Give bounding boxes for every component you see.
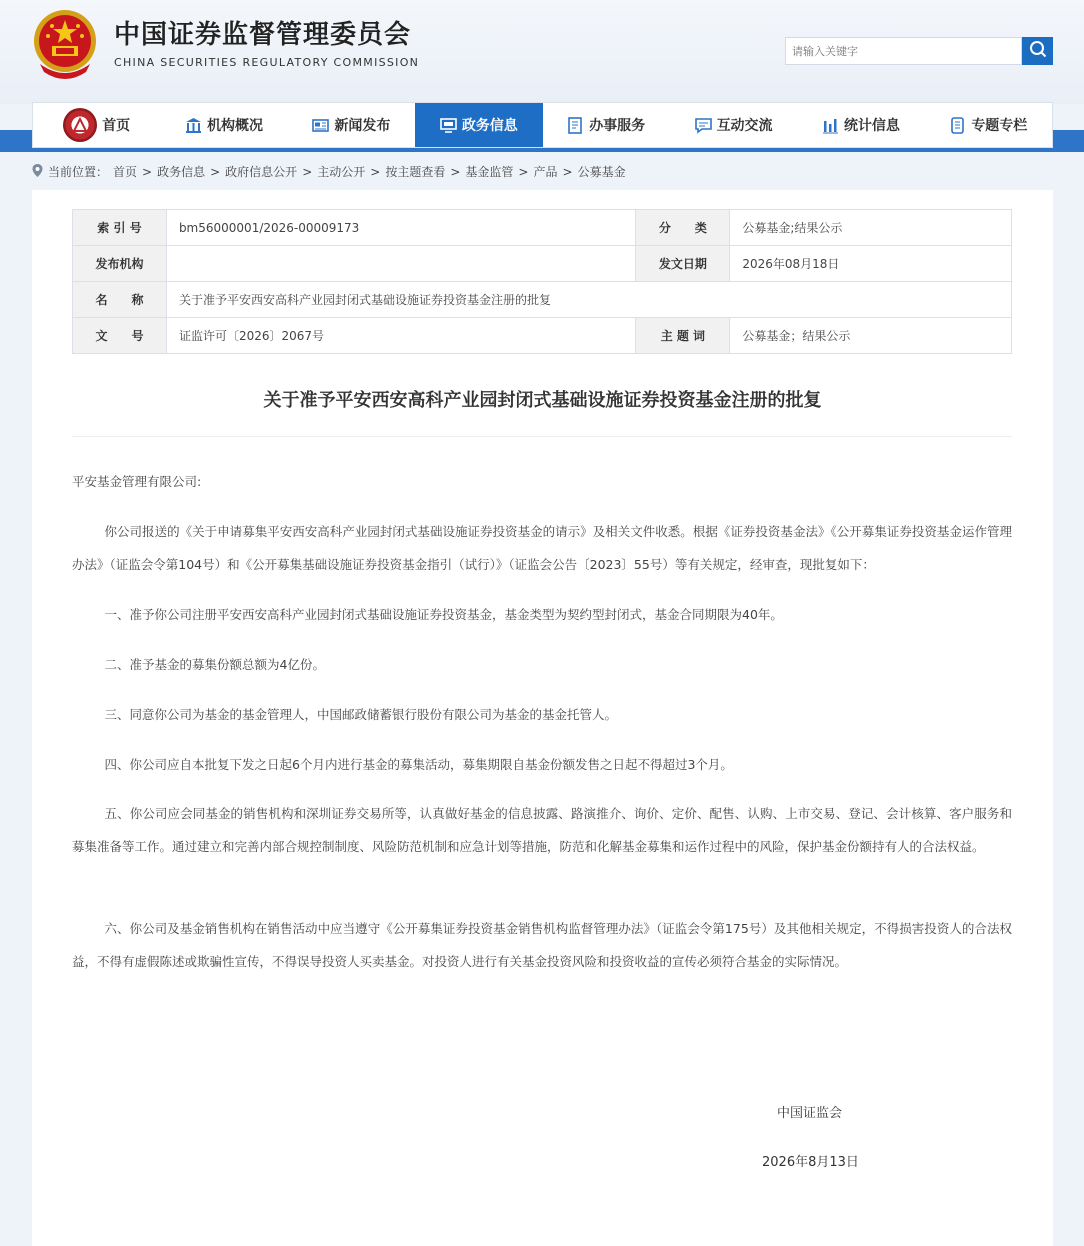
national-emblem-icon [30,8,100,80]
meta-docno-label: 文 号 [73,318,167,354]
paragraph-item-5: 五、你公司应会同基金的销售机构和深圳证券交易所等，认真做好基金的信息披露、路演推介、询价、定价、配售、认购、上市交易、登记、会计核算、客户服务和募集准备等工作。通过建立和完善内部合规控制制度、风险防范机制和应急计划等措施，防范和化解基金募集和运作过程中的风险，保护基金份额持有人的合法权益。 [72,806,1012,854]
meta-publisher-value [166,246,635,282]
meta-docno-value: 证监许可〔2026〕2067号 [166,318,635,354]
salutation: 平安基金管理有限公司: [72,474,202,489]
search-box [785,37,1022,65]
nav-label: 互动交流 [716,118,773,134]
building-icon [185,117,202,134]
location-pin-icon [32,164,43,180]
signature-date: 2026年8月13日 [762,1155,859,1170]
paragraph-intro: 你公司报送的《关于申请募集平安西安高科产业园封闭式基础设施证券投资基金的请示》及相关文件收悉。根据《证券投资基金法》《公开募集证券投资基金运作管理办法》（证监会令第104号）和《公开募集基础设施证券投资基金指引（试行）》（证监会公告〔2023〕55号）等有关规定，经审查，现批复如下： [72,524,1012,572]
breadcrumb-public-funds[interactable]: 公募基金 [577,165,626,179]
meta-index-label: 索 引 号 [73,210,167,246]
home-emblem-icon [63,108,97,142]
meta-category-label: 分 类 [636,210,730,246]
nav-item-service[interactable] [543,103,670,147]
nav-label: 新闻发布 [334,118,391,134]
site-header [0,0,1084,104]
paragraph-item-6: 六、你公司及基金销售机构在销售活动中应当遵守《公开募集证券投资基金销售机构监督管理办法》（证监会令第175号）及其他相关规定，不得损害投资人的合法权益，不得有虚假陈述或欺骗性宣传，不得误导投资人买卖基金。对投资人进行有关基金投资风险和投资收益的宣传必须符合基金的实际情况。 [72,921,1012,969]
nav-label: 机构概况 [207,118,264,134]
paragraph-item-2: 二、准予基金的募集份额总额为4亿份。 [104,657,325,672]
site-title: 中国证券监督管理委员会 [114,20,412,50]
document-meta-table [72,209,1012,354]
table-row [73,246,1012,282]
document-icon [949,117,966,134]
news-icon [312,117,329,134]
nav-item-gov-info[interactable] [415,103,542,147]
breadcrumb-gov-info[interactable]: 政务信息 [157,165,206,179]
meta-name-label: 名 称 [73,282,167,318]
nav-item-topics[interactable] [925,103,1052,147]
divider [72,436,1012,437]
nav-item-home[interactable] [33,103,160,147]
nav-label: 首页 [102,118,131,134]
breadcrumb-by-topic[interactable]: 按主题查看 [385,165,446,179]
nav-item-news[interactable] [288,103,415,147]
breadcrumb-products[interactable]: 产品 [533,165,558,179]
breadcrumb: 当前位置： 首页 > 政务信息 > 政府信息公开 > 主动公开 > 按主题查看 > 基金监管 > 产品 > 公募基金 [32,163,626,180]
nav-label: 办事服务 [589,118,646,134]
signature: 中国证监会 [777,1106,843,1121]
meta-publisher-label: 发布机构 [73,246,167,282]
nav-label: 专题专栏 [971,118,1028,134]
breadcrumb-active-disclosure[interactable]: 主动公开 [317,165,366,179]
breadcrumb-prefix: 当前位置： [48,165,109,179]
breadcrumb-fund-supervision[interactable]: 基金监管 [465,165,514,179]
breadcrumb-home[interactable]: 首页 [113,165,138,179]
main-nav [32,102,1053,148]
nav-item-about[interactable] [160,103,287,147]
meta-date-value: 2026年08月18日 [730,246,1012,282]
paragraph-item-4: 四、你公司应自本批复下发之日起6个月内进行基金的募集活动，募集期限自基金份额发售之日起不得超过3个月。 [104,757,733,772]
meta-index-value: bm56000001/2026-00009173 [166,210,635,246]
nav-item-interaction[interactable] [670,103,797,147]
monitor-icon [440,117,457,134]
nav-label: 统计信息 [843,118,900,134]
nav-item-statistics[interactable] [797,103,924,147]
paragraph-item-3: 三、同意你公司为基金的基金管理人，中国邮政储蓄银行股份有限公司为基金的基金托管人。 [104,707,618,722]
service-icon [567,117,584,134]
table-row [73,282,1012,318]
chat-icon [695,117,712,134]
meta-date-label: 发文日期 [636,246,730,282]
search-button[interactable] [1022,37,1053,65]
meta-category-value: 公募基金;结果公示 [730,210,1012,246]
meta-keywords-label: 主 题 词 [636,318,730,354]
document-title: 关于准予平安西安高科产业园封闭式基础设施证券投资基金注册的批复 [263,390,822,411]
site-subtitle: CHINA SECURITIES REGULATORY COMMISSION [114,56,420,69]
bar-chart-icon [822,117,839,134]
paragraph-item-1: 一、准予你公司注册平安西安高科产业园封闭式基础设施证券投资基金，基金类型为契约型封闭式，基金合同期限为40年。 [104,607,783,622]
search-icon [1029,40,1047,62]
nav-label: 政务信息 [461,118,518,134]
table-row [73,210,1012,246]
search-input[interactable] [786,38,1023,64]
content-card [32,190,1053,1246]
breadcrumb-gov-disclosure[interactable]: 政府信息公开 [225,165,298,179]
table-row [73,318,1012,354]
meta-keywords-value: 公募基金；结果公示 [730,318,1012,354]
meta-name-value: 关于准予平安西安高科产业园封闭式基础设施证券投资基金注册的批复 [166,282,1011,318]
